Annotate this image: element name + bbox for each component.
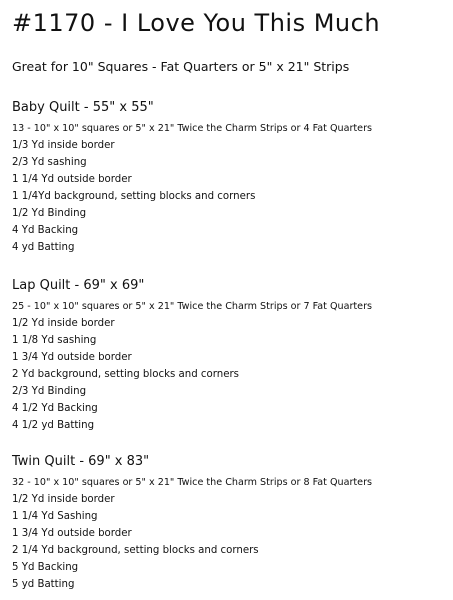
material-line: 1 1/4Yd background, setting blocks and corners — [12, 191, 256, 202]
material-line: 2/3 Yd sashing — [12, 157, 87, 168]
material-line: 2/3 Yd Binding — [12, 386, 87, 397]
material-line: 1/2 Yd inside border — [12, 318, 115, 329]
material-line: 4 Yd Backing — [12, 225, 79, 236]
material-line: 4 1/2 Yd Backing — [12, 403, 98, 414]
material-line: 25 - 10" x 10" squares or 5" x 21" Twice the Charm Strips or 7 Fat Quarters — [12, 301, 373, 312]
material-line: 1 1/8 Yd sashing — [12, 335, 97, 346]
material-line: 4 1/2 yd Batting — [12, 420, 95, 431]
material-line: 2 Yd background, setting blocks and corners — [12, 369, 239, 380]
baby-quilt-section — [12, 98, 448, 256]
pattern-subtitle: Great for 10" Squares - Fat Quarters or 5" x 21" Strips — [12, 59, 350, 74]
material-line: 1/2 Yd inside border — [12, 494, 115, 505]
material-line: 1 1/4 Yd Sashing — [12, 511, 98, 522]
material-line: 1 3/4 Yd outside border — [12, 528, 132, 539]
material-line: 1 1/4 Yd outside border — [12, 174, 132, 185]
material-line: 13 - 10" x 10" squares or 5" x 21" Twice the Charm Strips or 4 Fat Quarters — [12, 123, 373, 134]
lap-quilt-section — [12, 276, 448, 434]
section-heading: Twin Quilt - 69" x 83" — [12, 454, 150, 469]
material-line: 5 Yd Backing — [12, 562, 79, 573]
material-line: 2 1/4 Yd background, setting blocks and corners — [12, 545, 259, 556]
section-heading: Lap Quilt - 69" x 69" — [12, 278, 145, 293]
twin-quilt-section — [12, 452, 448, 593]
pattern-title: #1170 - I Love You This Much — [12, 9, 381, 37]
section-heading: Baby Quilt - 55" x 55" — [12, 100, 154, 115]
material-line: 1/2 Yd Binding — [12, 208, 87, 219]
material-line: 32 - 10" x 10" squares or 5" x 21" Twice the Charm Strips or 8 Fat Quarters — [12, 477, 373, 488]
material-line: 5 yd Batting — [12, 579, 75, 590]
material-line: 1 3/4 Yd outside border — [12, 352, 132, 363]
material-line: 4 yd Batting — [12, 242, 75, 253]
material-line: 1/3 Yd inside border — [12, 140, 115, 151]
